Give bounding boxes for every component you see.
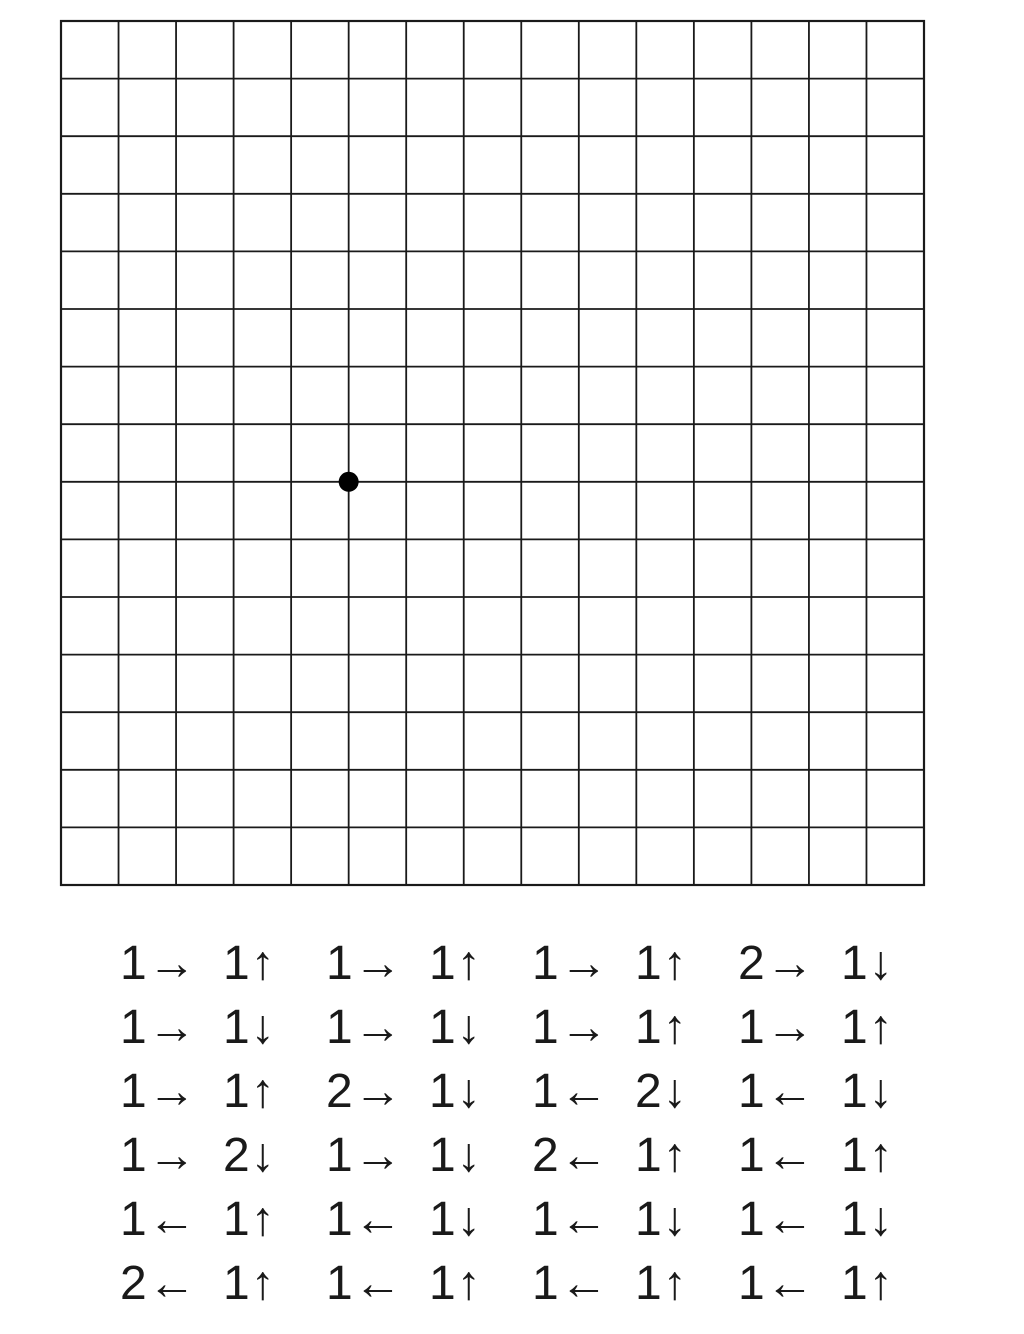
instruction-step: 1↓ xyxy=(841,937,894,990)
instruction-step: 2↓ xyxy=(223,1129,276,1182)
instruction-step: 1← xyxy=(326,1257,403,1310)
instruction-step: 2← xyxy=(120,1257,197,1310)
instruction-step: 1→ xyxy=(326,1001,403,1054)
instruction-step: 1↓ xyxy=(429,1129,482,1182)
instruction-step: 1↑ xyxy=(223,1065,276,1118)
instruction-step: 2→ xyxy=(326,1065,403,1118)
instruction-list xyxy=(120,932,920,1316)
instruction-row xyxy=(120,1252,920,1316)
instruction-step: 1↑ xyxy=(635,937,688,990)
instruction-step: 2→ xyxy=(738,937,815,990)
instruction-step: 1← xyxy=(738,1193,815,1246)
instruction-step: 1← xyxy=(738,1129,815,1182)
instruction-step: 1← xyxy=(532,1193,609,1246)
instruction-step: 1→ xyxy=(326,1129,403,1182)
grid-lines xyxy=(61,21,924,885)
instruction-step: 1↓ xyxy=(841,1193,894,1246)
instruction-step: 1↓ xyxy=(841,1065,894,1118)
instruction-step: 1→ xyxy=(120,1001,197,1054)
instruction-step: 1↑ xyxy=(635,1001,688,1054)
instruction-step: 1↓ xyxy=(223,1001,276,1054)
instruction-step: 1↓ xyxy=(429,1065,482,1118)
instruction-row xyxy=(120,1124,920,1188)
instruction-step: 1← xyxy=(532,1257,609,1310)
instruction-row xyxy=(120,1188,920,1252)
instruction-step: 1← xyxy=(738,1257,815,1310)
instruction-step: 1→ xyxy=(120,937,197,990)
instruction-step: 1→ xyxy=(532,1001,609,1054)
instruction-step: 1↑ xyxy=(841,1001,894,1054)
instruction-step: 1↑ xyxy=(635,1257,688,1310)
instruction-step: 1↑ xyxy=(841,1129,894,1182)
instruction-row xyxy=(120,996,920,1060)
instruction-step: 1→ xyxy=(120,1129,197,1182)
instruction-step: 1→ xyxy=(738,1001,815,1054)
start-point xyxy=(339,472,359,492)
instruction-step: 1↑ xyxy=(223,937,276,990)
instruction-step: 1↑ xyxy=(429,937,482,990)
instruction-step: 1↑ xyxy=(429,1257,482,1310)
instruction-step: 2← xyxy=(532,1129,609,1182)
instruction-step: 1→ xyxy=(120,1065,197,1118)
instruction-step: 1↑ xyxy=(841,1257,894,1310)
instruction-step: 1↑ xyxy=(223,1257,276,1310)
instruction-step: 1↑ xyxy=(635,1129,688,1182)
instruction-step: 1↓ xyxy=(429,1193,482,1246)
instruction-step: 2↓ xyxy=(635,1065,688,1118)
instruction-step: 1← xyxy=(738,1065,815,1118)
instruction-row xyxy=(120,932,920,996)
instruction-step: 1→ xyxy=(326,937,403,990)
instruction-step: 1← xyxy=(532,1065,609,1118)
grid-border xyxy=(61,21,924,885)
instruction-step: 1↓ xyxy=(635,1193,688,1246)
instruction-step: 1↑ xyxy=(223,1193,276,1246)
instruction-step: 1← xyxy=(326,1193,403,1246)
instruction-step: 1↓ xyxy=(429,1001,482,1054)
instruction-row xyxy=(120,1060,920,1124)
instruction-step: 1← xyxy=(120,1193,197,1246)
instruction-step: 1→ xyxy=(532,937,609,990)
